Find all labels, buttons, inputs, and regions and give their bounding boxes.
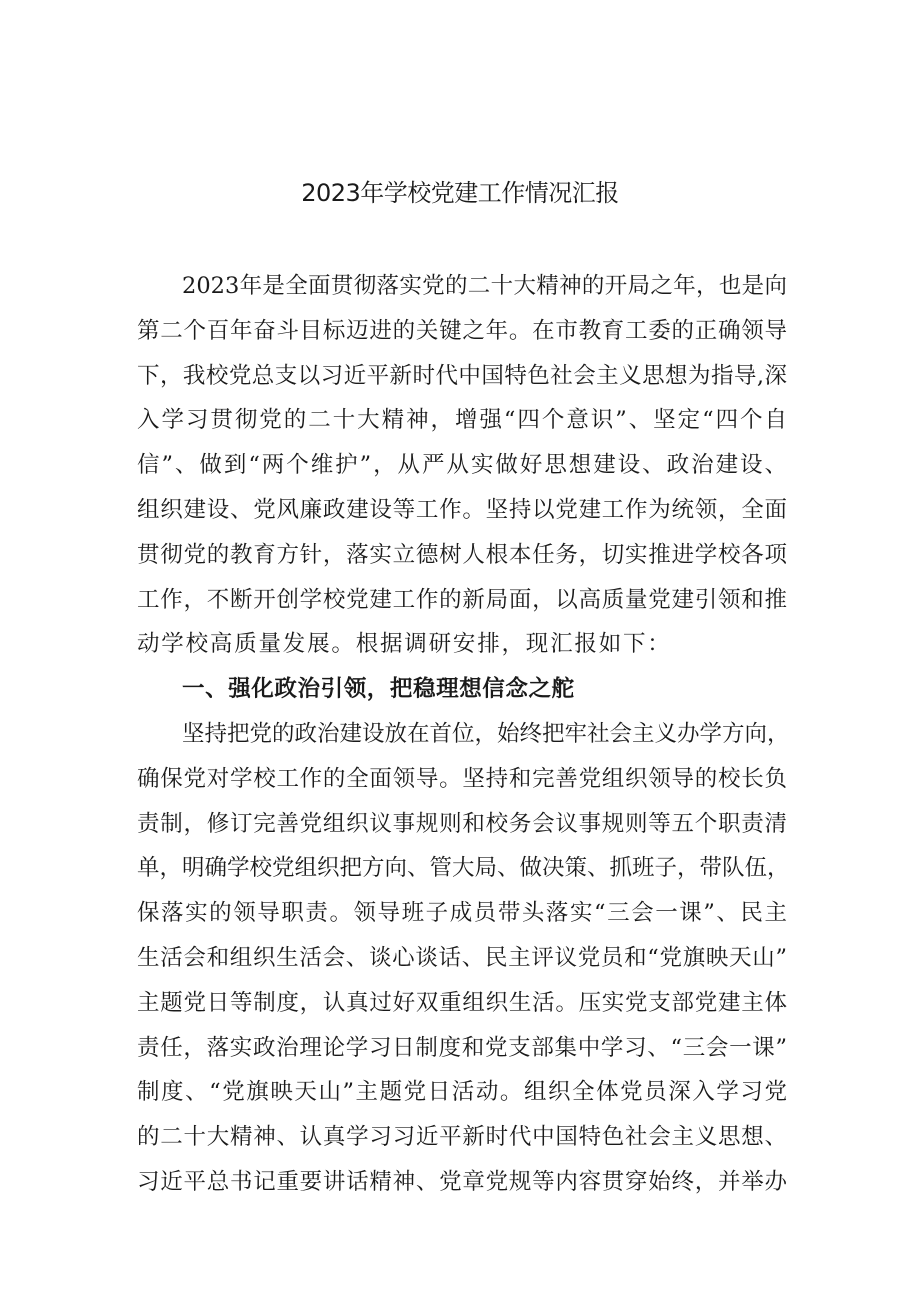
text-line: 生活会和组织生活会、谈心谈话、民主评议党员和“党旗映天山” bbox=[137, 944, 787, 971]
paragraph-2-line bbox=[137, 936, 787, 981]
section-heading: 一、强化政治引领，把稳理想信念之舵 bbox=[182, 676, 575, 703]
text-line: 入学习贯彻党的二十大精神，增强“四个意识”、坚定“四个自 bbox=[137, 407, 787, 434]
paragraph-1-line bbox=[137, 309, 787, 354]
text-line: 坚持把党的政治建设放在首位，始终把牢社会主义办学方向， bbox=[182, 720, 790, 747]
text-line: 保落实的领导职责。领导班子成员带头落实“三会一课”、民主 bbox=[137, 900, 787, 927]
text-line: 责任，落实政治理论学习日制度和党支部集中学习、“三会一课” bbox=[137, 1034, 787, 1061]
text-line: 动学校高质量发展。根据调研安排，现汇报如下： bbox=[137, 631, 672, 658]
text-line: 组织建设、党风廉政建设等工作。坚持以党建工作为统领，全面 bbox=[137, 496, 787, 523]
text-line: 确保党对学校工作的全面领导。坚持和完善党组织领导的校长负 bbox=[137, 765, 787, 792]
text-line: 工作，不断开创学校党建工作的新局面，以高质量党建引领和推 bbox=[137, 586, 787, 613]
text-line: 习近平总书记重要讲话精神、党章党规等内容贯穿始终，并举办 bbox=[137, 1168, 787, 1195]
paragraph-2-line bbox=[137, 1026, 787, 1071]
paragraph-2-line bbox=[137, 802, 787, 847]
paragraph-1-line bbox=[137, 578, 787, 623]
text-line: 2023年是全面贯彻落实党的二十大精神的开局之年，也是向 bbox=[182, 273, 787, 299]
paragraph-1-line bbox=[137, 622, 787, 667]
paragraph-1-line bbox=[137, 264, 787, 309]
text-line: 下，我校党总支以习近平新时代中国特色社会主义思想为指导,深 bbox=[137, 362, 787, 389]
paragraph-2-line bbox=[137, 712, 790, 757]
paragraph-2-line bbox=[137, 1160, 787, 1205]
paragraph-2-line bbox=[137, 981, 787, 1026]
paragraph-2-line bbox=[137, 891, 787, 936]
text-line: 单，明确学校党组织把方向、管大局、做决策、抓班子，带队伍， bbox=[137, 855, 790, 882]
paragraph-2-line bbox=[137, 1115, 787, 1160]
paragraph-1-line bbox=[137, 533, 787, 578]
paragraph-2-line bbox=[137, 846, 790, 891]
document-title: 2023年学校党建工作情况汇报 bbox=[301, 179, 619, 207]
text-line: 的二十大精神、认真学习习近平新时代中国特色社会主义思想、 bbox=[137, 1124, 787, 1151]
document-body bbox=[137, 264, 790, 1205]
paragraph-1-line bbox=[137, 398, 787, 443]
paragraph-1-line bbox=[137, 443, 787, 488]
text-line: 责制，修订完善党组织议事规则和校务会议事规则等五个职责清 bbox=[137, 810, 787, 837]
paragraph-2-line bbox=[137, 757, 787, 802]
text-line: 制度、“党旗映天山”主题党日活动。组织全体党员深入学习党 bbox=[137, 1079, 787, 1106]
paragraph-1-line bbox=[137, 488, 787, 533]
text-line: 信”、做到“两个维护”，从严从实做好思想建设、政治建设、 bbox=[137, 452, 787, 479]
text-line: 贯彻党的教育方针，落实立德树人根本任务，切实推进学校各项 bbox=[137, 541, 787, 568]
text-line: 第二个百年奋斗目标迈进的关键之年。在市教育工委的正确领导 bbox=[137, 317, 787, 344]
paragraph-2-line bbox=[137, 1070, 787, 1115]
text-line: 主题党日等制度，认真过好双重组织生活。压实党支部党建主体 bbox=[137, 989, 787, 1016]
paragraph-1-line bbox=[137, 354, 787, 399]
